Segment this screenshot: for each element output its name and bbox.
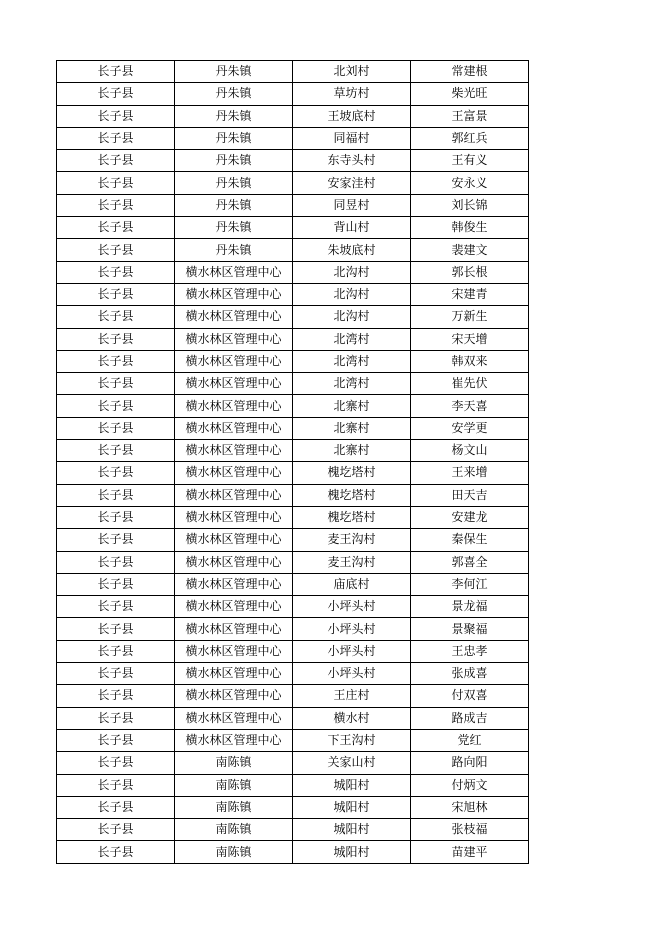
person-name-cell: 李天喜 bbox=[411, 395, 529, 417]
village-cell: 庙底村 bbox=[293, 573, 411, 595]
town-cell: 横水林区管理中心 bbox=[175, 484, 293, 506]
village-cell: 下王沟村 bbox=[293, 729, 411, 751]
county-cell: 长子县 bbox=[57, 573, 175, 595]
county-cell: 长子县 bbox=[57, 685, 175, 707]
town-cell: 横水林区管理中心 bbox=[175, 640, 293, 662]
town-cell: 丹朱镇 bbox=[175, 150, 293, 172]
person-name-cell: 郭红兵 bbox=[411, 127, 529, 149]
village-cell: 东寺头村 bbox=[293, 150, 411, 172]
person-name-cell: 宋建青 bbox=[411, 283, 529, 305]
person-name-cell: 安建龙 bbox=[411, 506, 529, 528]
town-cell: 横水林区管理中心 bbox=[175, 283, 293, 305]
table-row bbox=[57, 283, 529, 305]
village-cell: 背山村 bbox=[293, 217, 411, 239]
town-cell: 丹朱镇 bbox=[175, 127, 293, 149]
table-row bbox=[57, 328, 529, 350]
town-cell: 横水林区管理中心 bbox=[175, 306, 293, 328]
town-cell: 丹朱镇 bbox=[175, 105, 293, 127]
village-cell: 王庄村 bbox=[293, 685, 411, 707]
person-name-cell: 李何江 bbox=[411, 573, 529, 595]
table-row bbox=[57, 417, 529, 439]
table-row bbox=[57, 440, 529, 462]
village-cell: 同福村 bbox=[293, 127, 411, 149]
person-name-cell: 宋天增 bbox=[411, 328, 529, 350]
table-row bbox=[57, 707, 529, 729]
table-row bbox=[57, 484, 529, 506]
person-name-cell: 路向阳 bbox=[411, 752, 529, 774]
person-name-cell: 秦保生 bbox=[411, 529, 529, 551]
table-row bbox=[57, 640, 529, 662]
county-cell: 长子县 bbox=[57, 417, 175, 439]
table-row bbox=[57, 819, 529, 841]
village-cell: 槐圪塔村 bbox=[293, 506, 411, 528]
person-name-cell: 韩双来 bbox=[411, 350, 529, 372]
person-name-cell: 崔先伏 bbox=[411, 373, 529, 395]
town-cell: 南陈镇 bbox=[175, 752, 293, 774]
county-cell: 长子县 bbox=[57, 328, 175, 350]
person-name-cell: 郭长根 bbox=[411, 261, 529, 283]
town-cell: 丹朱镇 bbox=[175, 83, 293, 105]
person-name-cell: 宋旭林 bbox=[411, 796, 529, 818]
table-row bbox=[57, 573, 529, 595]
town-cell: 丹朱镇 bbox=[175, 217, 293, 239]
county-cell: 长子县 bbox=[57, 83, 175, 105]
village-cell: 北寨村 bbox=[293, 440, 411, 462]
town-cell: 横水林区管理中心 bbox=[175, 462, 293, 484]
town-cell: 南陈镇 bbox=[175, 841, 293, 863]
county-cell: 长子县 bbox=[57, 663, 175, 685]
county-cell: 长子县 bbox=[57, 506, 175, 528]
table-row bbox=[57, 395, 529, 417]
person-name-cell: 柴光旺 bbox=[411, 83, 529, 105]
county-cell: 长子县 bbox=[57, 551, 175, 573]
person-name-cell: 王来增 bbox=[411, 462, 529, 484]
table-row bbox=[57, 306, 529, 328]
person-name-cell: 韩俊生 bbox=[411, 217, 529, 239]
county-cell: 长子县 bbox=[57, 194, 175, 216]
village-cell: 朱坡底村 bbox=[293, 239, 411, 261]
county-cell: 长子县 bbox=[57, 484, 175, 506]
county-cell: 长子县 bbox=[57, 395, 175, 417]
town-cell: 横水林区管理中心 bbox=[175, 573, 293, 595]
table-row bbox=[57, 685, 529, 707]
town-cell: 横水林区管理中心 bbox=[175, 663, 293, 685]
person-name-cell: 苗建平 bbox=[411, 841, 529, 863]
county-cell: 长子县 bbox=[57, 707, 175, 729]
village-cell: 城阳村 bbox=[293, 819, 411, 841]
county-cell: 长子县 bbox=[57, 796, 175, 818]
person-name-cell: 裴建文 bbox=[411, 239, 529, 261]
town-cell: 横水林区管理中心 bbox=[175, 261, 293, 283]
county-cell: 长子县 bbox=[57, 752, 175, 774]
county-cell: 长子县 bbox=[57, 841, 175, 863]
town-cell: 横水林区管理中心 bbox=[175, 729, 293, 751]
county-cell: 长子县 bbox=[57, 150, 175, 172]
table-row bbox=[57, 729, 529, 751]
person-name-cell: 常建根 bbox=[411, 61, 529, 83]
table-row bbox=[57, 462, 529, 484]
town-cell: 横水林区管理中心 bbox=[175, 350, 293, 372]
county-cell: 长子县 bbox=[57, 373, 175, 395]
table-row bbox=[57, 172, 529, 194]
county-cell: 长子县 bbox=[57, 105, 175, 127]
county-cell: 长子县 bbox=[57, 283, 175, 305]
person-name-cell: 万新生 bbox=[411, 306, 529, 328]
village-cell: 麦王沟村 bbox=[293, 551, 411, 573]
county-cell: 长子县 bbox=[57, 261, 175, 283]
table-row bbox=[57, 150, 529, 172]
county-cell: 长子县 bbox=[57, 440, 175, 462]
county-cell: 长子县 bbox=[57, 239, 175, 261]
table-row bbox=[57, 373, 529, 395]
village-cell: 北刘村 bbox=[293, 61, 411, 83]
table-row bbox=[57, 127, 529, 149]
table-row bbox=[57, 350, 529, 372]
town-cell: 横水林区管理中心 bbox=[175, 618, 293, 640]
village-cell: 北寨村 bbox=[293, 417, 411, 439]
person-name-cell: 王忠孝 bbox=[411, 640, 529, 662]
person-name-cell: 党红 bbox=[411, 729, 529, 751]
town-cell: 横水林区管理中心 bbox=[175, 685, 293, 707]
town-cell: 横水林区管理中心 bbox=[175, 328, 293, 350]
roster-table bbox=[56, 60, 529, 864]
village-cell: 北湾村 bbox=[293, 350, 411, 372]
town-cell: 南陈镇 bbox=[175, 796, 293, 818]
person-name-cell: 张枝福 bbox=[411, 819, 529, 841]
village-cell: 北寨村 bbox=[293, 395, 411, 417]
town-cell: 南陈镇 bbox=[175, 819, 293, 841]
person-name-cell: 景聚福 bbox=[411, 618, 529, 640]
person-name-cell: 刘长锦 bbox=[411, 194, 529, 216]
county-cell: 长子县 bbox=[57, 774, 175, 796]
village-cell: 北沟村 bbox=[293, 283, 411, 305]
table-row bbox=[57, 596, 529, 618]
county-cell: 长子县 bbox=[57, 819, 175, 841]
county-cell: 长子县 bbox=[57, 618, 175, 640]
village-cell: 槐圪塔村 bbox=[293, 484, 411, 506]
table-row bbox=[57, 796, 529, 818]
town-cell: 丹朱镇 bbox=[175, 61, 293, 83]
village-cell: 王坡底村 bbox=[293, 105, 411, 127]
table-row bbox=[57, 551, 529, 573]
county-cell: 长子县 bbox=[57, 596, 175, 618]
town-cell: 横水林区管理中心 bbox=[175, 596, 293, 618]
town-cell: 横水林区管理中心 bbox=[175, 506, 293, 528]
village-cell: 麦王沟村 bbox=[293, 529, 411, 551]
village-cell: 小坪头村 bbox=[293, 640, 411, 662]
table-row bbox=[57, 506, 529, 528]
town-cell: 横水林区管理中心 bbox=[175, 551, 293, 573]
person-name-cell: 田天吉 bbox=[411, 484, 529, 506]
roster-table-body bbox=[57, 61, 529, 864]
town-cell: 横水林区管理中心 bbox=[175, 529, 293, 551]
table-row bbox=[57, 261, 529, 283]
village-cell: 横水村 bbox=[293, 707, 411, 729]
person-name-cell: 安学更 bbox=[411, 417, 529, 439]
village-cell: 小坪头村 bbox=[293, 663, 411, 685]
person-name-cell: 王有义 bbox=[411, 150, 529, 172]
table-row bbox=[57, 752, 529, 774]
village-cell: 北湾村 bbox=[293, 373, 411, 395]
county-cell: 长子县 bbox=[57, 350, 175, 372]
town-cell: 横水林区管理中心 bbox=[175, 395, 293, 417]
county-cell: 长子县 bbox=[57, 462, 175, 484]
village-cell: 小坪头村 bbox=[293, 618, 411, 640]
village-cell: 槐圪塔村 bbox=[293, 462, 411, 484]
town-cell: 横水林区管理中心 bbox=[175, 417, 293, 439]
village-cell: 城阳村 bbox=[293, 774, 411, 796]
village-cell: 城阳村 bbox=[293, 796, 411, 818]
table-row bbox=[57, 774, 529, 796]
person-name-cell: 杨文山 bbox=[411, 440, 529, 462]
village-cell: 关家山村 bbox=[293, 752, 411, 774]
table-row bbox=[57, 239, 529, 261]
county-cell: 长子县 bbox=[57, 61, 175, 83]
table-row bbox=[57, 841, 529, 863]
county-cell: 长子县 bbox=[57, 172, 175, 194]
county-cell: 长子县 bbox=[57, 529, 175, 551]
village-cell: 城阳村 bbox=[293, 841, 411, 863]
town-cell: 横水林区管理中心 bbox=[175, 373, 293, 395]
table-row bbox=[57, 663, 529, 685]
table-row bbox=[57, 529, 529, 551]
table-row bbox=[57, 194, 529, 216]
town-cell: 南陈镇 bbox=[175, 774, 293, 796]
county-cell: 长子县 bbox=[57, 729, 175, 751]
town-cell: 横水林区管理中心 bbox=[175, 440, 293, 462]
county-cell: 长子县 bbox=[57, 306, 175, 328]
village-cell: 小坪头村 bbox=[293, 596, 411, 618]
county-cell: 长子县 bbox=[57, 640, 175, 662]
village-cell: 北沟村 bbox=[293, 306, 411, 328]
town-cell: 横水林区管理中心 bbox=[175, 707, 293, 729]
town-cell: 丹朱镇 bbox=[175, 194, 293, 216]
person-name-cell: 郭喜全 bbox=[411, 551, 529, 573]
person-name-cell: 路成吉 bbox=[411, 707, 529, 729]
county-cell: 长子县 bbox=[57, 127, 175, 149]
table-row bbox=[57, 61, 529, 83]
town-cell: 丹朱镇 bbox=[175, 172, 293, 194]
person-name-cell: 付双喜 bbox=[411, 685, 529, 707]
person-name-cell: 付炳文 bbox=[411, 774, 529, 796]
table-row bbox=[57, 83, 529, 105]
county-cell: 长子县 bbox=[57, 217, 175, 239]
village-cell: 安家洼村 bbox=[293, 172, 411, 194]
table-row bbox=[57, 217, 529, 239]
person-name-cell: 景龙福 bbox=[411, 596, 529, 618]
town-cell: 丹朱镇 bbox=[175, 239, 293, 261]
village-cell: 草坊村 bbox=[293, 83, 411, 105]
person-name-cell: 王富景 bbox=[411, 105, 529, 127]
village-cell: 北沟村 bbox=[293, 261, 411, 283]
table-row bbox=[57, 105, 529, 127]
person-name-cell: 安永义 bbox=[411, 172, 529, 194]
village-cell: 北湾村 bbox=[293, 328, 411, 350]
village-cell: 同昱村 bbox=[293, 194, 411, 216]
person-name-cell: 张成喜 bbox=[411, 663, 529, 685]
table-row bbox=[57, 618, 529, 640]
